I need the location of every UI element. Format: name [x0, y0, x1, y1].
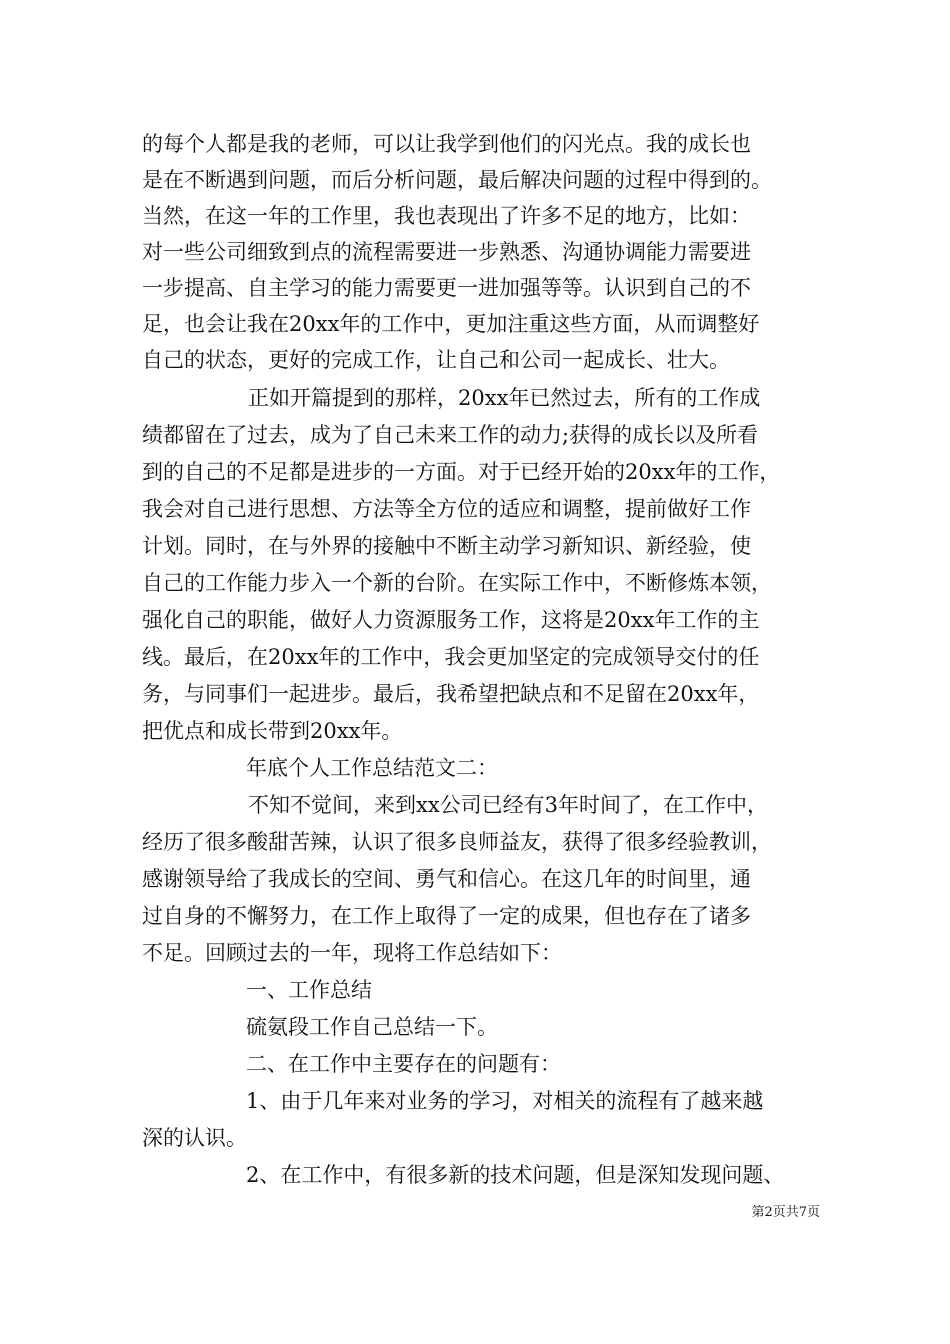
section-heading: 一、工作总结 [246, 978, 372, 1002]
text-line: 深的认识。 [142, 1126, 247, 1150]
text-line: 一步提高、自主学习的能力需要更一进加强等等。认识到自己的不 [142, 276, 751, 300]
paragraph-start-line: 不知不觉间，来到xx公司已经有3年时间了，在工作中， [248, 793, 769, 817]
section-heading: 年底个人工作总结范文二： [246, 756, 498, 780]
indented-line: 硫氨段工作自己总结一下。 [246, 1015, 498, 1039]
text-line: 经历了很多酸甜苦辣，认识了很多良师益友，获得了很多经验教训， [142, 830, 772, 854]
list-item-line: 1、由于几年来对业务的学习，对相关的流程有了越来越 [246, 1089, 764, 1113]
text-line: 把优点和成长带到20xx年。 [142, 719, 403, 743]
section-heading: 二、在工作中主要存在的问题有： [246, 1052, 561, 1076]
text-line: 自己的状态，更好的完成工作，让自己和公司一起成长、壮大。 [142, 348, 730, 372]
text-line: 线。最后，在20xx年的工作中，我会更加坚定的完成领导交付的任 [142, 645, 760, 669]
text-line: 当然，在这一年的工作里，我也表现出了许多不足的地方，比如： [142, 204, 751, 228]
list-item-line: 2、在工作中，有很多新的技术问题，但是深知发现问题、 [246, 1163, 785, 1187]
text-line: 自己的工作能力步入一个新的台阶。在实际工作中，不断修炼本领， [142, 571, 772, 595]
text-line: 感谢领导给了我成长的空间、勇气和信心。在这几年的时间里，通 [142, 867, 751, 891]
text-line: 是在不断遇到问题，而后分析问题，最后解决问题的过程中得到的。 [142, 168, 772, 192]
text-line: 的每个人都是我的老师，可以让我学到他们的闪光点。我的成长也 [142, 132, 751, 156]
text-line: 计划。同时，在与外界的接触中不断主动学习新知识、新经验，使 [142, 534, 751, 558]
text-line: 务，与同事们一起进步。最后，我希望把缺点和不足留在20xx年， [142, 682, 760, 706]
text-line: 足，也会让我在20xx年的工作中，更加注重这些方面，从而调整好 [142, 312, 760, 336]
text-line: 对一些公司细致到点的流程需要进一步熟悉、沟通协调能力需要进 [142, 240, 751, 264]
paragraph-start-line: 正如开篇提到的那样，20xx年已然过去，所有的工作成 [248, 386, 761, 410]
text-line: 绩都留在了过去，成为了自己未来工作的动力;获得的成长以及所看 [142, 423, 759, 447]
text-line: 强化自己的职能，做好人力资源服务工作，这将是20xx年工作的主 [142, 608, 760, 632]
page-indicator: 第2页共7页 [751, 1205, 820, 1220]
text-line: 到的自己的不足都是进步的一方面。对于已经开始的20xx年的工作， [142, 460, 781, 484]
text-line: 我会对自己进行思想、方法等全方位的适应和调整，提前做好工作 [142, 497, 751, 521]
text-line: 不足。回顾过去的一年，现将工作总结如下： [142, 941, 562, 965]
text-line: 过自身的不懈努力，在工作上取得了一定的成果，但也存在了诸多 [142, 904, 751, 928]
